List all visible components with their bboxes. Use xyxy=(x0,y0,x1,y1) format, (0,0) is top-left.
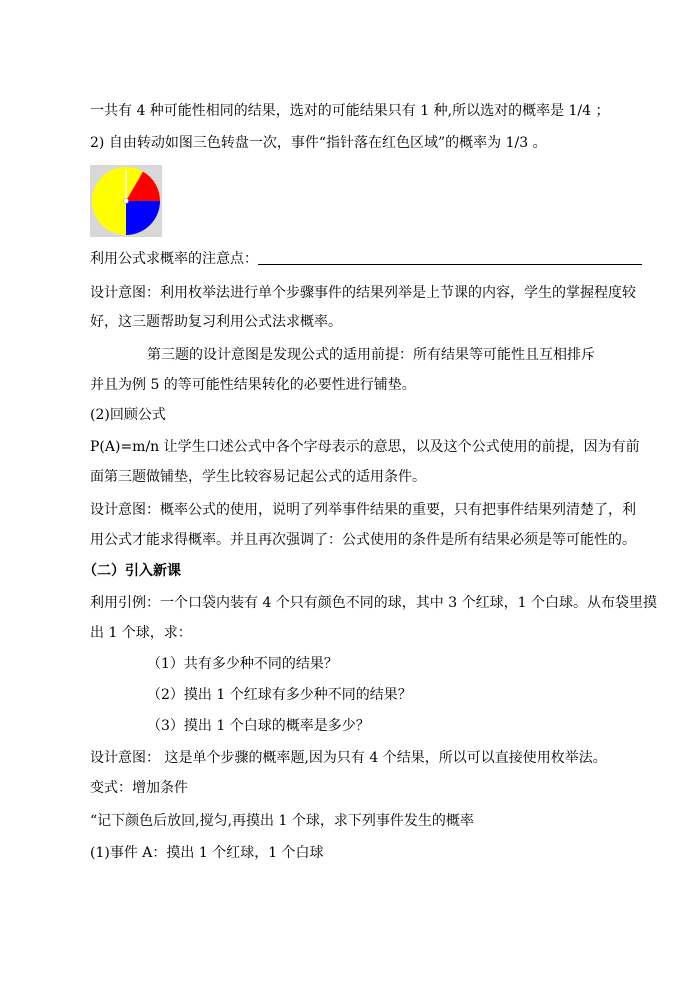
text-line-12: 用公式才能求得概率。并且再次强调了：公式使用的条件是所有结果必须是等可能性的。 xyxy=(90,532,636,548)
text-line-7: 并且为例 5 的等可能性结果转化的必要性进行铺垫。 xyxy=(90,377,416,393)
text-line-19: 设计意图： 这是单个步骤的概率题,因为只有 4 个结果，所以可以直接使用枚举法。 xyxy=(90,750,607,766)
text-line-1: 一共有 4 种可能性相同的结果，选对的可能结果只有 1 种,所以选对的概率是 1/4 ； xyxy=(90,103,610,119)
three-color-spinner-figure xyxy=(90,165,162,237)
text-line-6: 第三题的设计意图是发现公式的适用前提：所有结果等可能性且互相排斥 xyxy=(147,347,595,363)
spinner-svg xyxy=(90,165,162,237)
text-line-3 xyxy=(90,249,642,269)
text-line-5: 好，这三题帮助复习利用公式法求概率。 xyxy=(90,314,342,330)
question-1: （1）共有多少种不同的结果？ xyxy=(147,656,338,672)
section-heading: （二）引入新课 xyxy=(83,563,181,579)
text-line-14: 利用引例：一个口袋内装有 4 个只有颜色不同的球，其中 3 个红球，1 个白球。从布袋里摸 xyxy=(90,595,657,611)
text-line-2: 2) 自由转动如图三色转盘一次，事件“指针落在红色区域”的概率为 1/3 。 xyxy=(90,135,547,151)
text-line-4: 设计意图：利用枚举法进行单个步骤事件的结果列举是上节课的内容，学生的掌握程度较 xyxy=(90,285,636,301)
text-line-22: (1)事件 A：摸出 1 个红球，1 个白球 xyxy=(90,845,324,861)
text-line-20: 变式：增加条件 xyxy=(90,780,188,796)
text-line-11: 设计意图：概率公式的使用，说明了列举事件结果的重要，只有把事件结果列清楚了，利 xyxy=(90,502,636,518)
text-line-21: “记下颜色后放回,搅匀,再摸出 1 个球，求下列事件发生的概率 xyxy=(90,813,474,829)
question-3: （3）摸出 1 个白球的概率是多少？ xyxy=(147,718,370,734)
spinner-center xyxy=(124,199,129,204)
fill-in-blank xyxy=(258,250,642,265)
note-label: 利用公式求概率的注意点： xyxy=(90,251,258,267)
text-line-9: P(A)=m/n 让学生口述公式中各个字母表示的意思，以及这个公式使用的前提，因为有前 xyxy=(90,439,640,455)
text-line-8: (2)回顾公式 xyxy=(90,407,166,423)
text-line-10: 面第三题做铺垫，学生比较容易记起公式的适用条件。 xyxy=(90,469,426,485)
question-2: （2）摸出 1 个红球有多少种不同的结果？ xyxy=(147,687,412,703)
text-line-15: 出 1 个球，求： xyxy=(90,625,192,641)
